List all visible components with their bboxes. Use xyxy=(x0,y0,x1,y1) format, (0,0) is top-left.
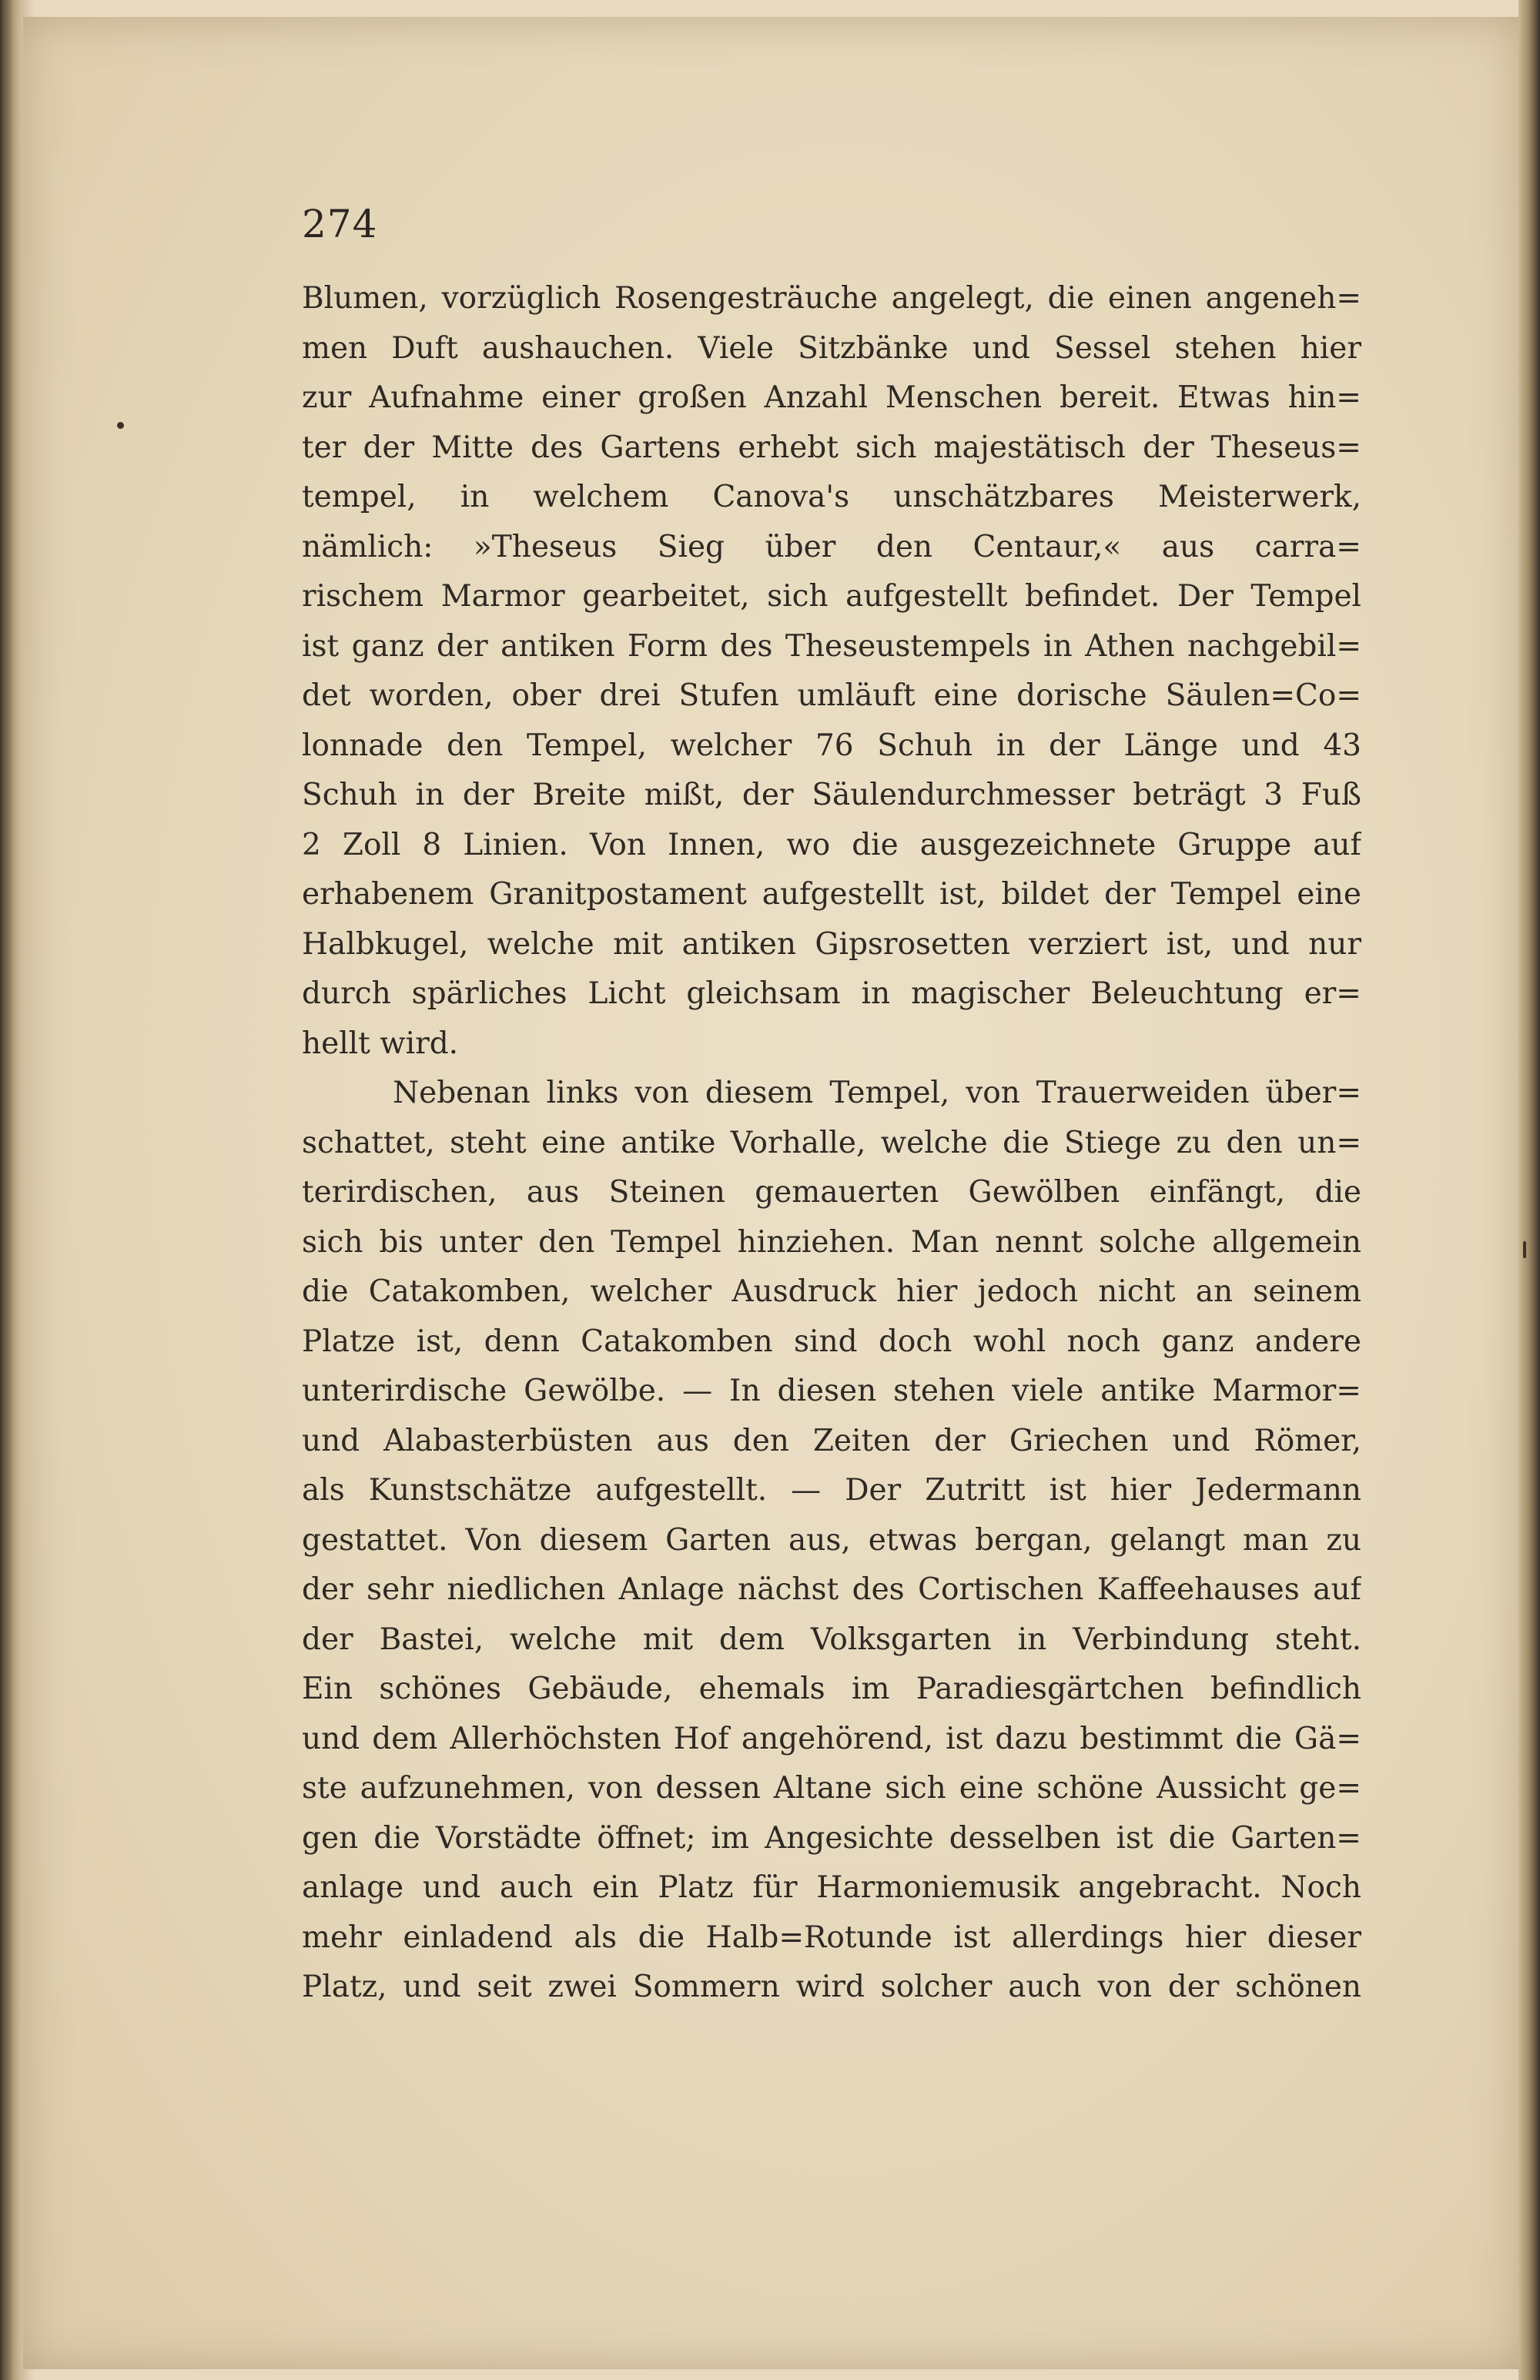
text-line: der sehr niedlichen Anlage nächst des Cortischen Kaffeehauses auf xyxy=(302,1572,1361,1607)
text-line: und dem Allerhöchsten Hof angehörend, ist dazu bestimmt die Gä= xyxy=(302,1721,1361,1756)
page-edge xyxy=(1518,0,1540,2380)
text-line: Nebenan links von diesem Tempel, von Trauerweiden über= xyxy=(393,1076,1361,1110)
text-line: gen die Vorstädte öffnet; im Angesichte desselben ist die Garten= xyxy=(302,1820,1361,1856)
text-line: ter der Mitte des Gartens erhebt sich majestätisch der Theseus= xyxy=(302,430,1361,465)
body-text xyxy=(302,274,1361,2013)
text-line: durch spärliches Licht gleichsam in magischer Beleuchtung er= xyxy=(302,976,1361,1011)
text-line: nämlich: »Theseus Sieg über den Centaur,« aus carra= xyxy=(302,529,1361,564)
text-line: rischem Marmor gearbeitet, sich aufgestellt befindet. Der Tempel xyxy=(302,579,1361,614)
text-line: Platze ist, denn Catakomben sind doch wohl noch ganz andere xyxy=(302,1324,1361,1359)
text-line: erhabenem Granitpostament aufgestellt ist, bildet der Tempel eine xyxy=(302,877,1361,912)
text-line: hellt wird. xyxy=(302,1026,459,1061)
text-line: Ein schönes Gebäude, ehemals im Paradiesgärtchen befindlich xyxy=(302,1672,1361,1706)
text-line: terirdischen, aus Steinen gemauerten Gewölben einfängt, die xyxy=(302,1175,1361,1210)
text-line: die Catakomben, welcher Ausdruck hier jedoch nicht an seinem xyxy=(302,1274,1361,1309)
text-line: sich bis unter den Tempel hinziehen. Man nennt solche allgemein xyxy=(302,1224,1361,1260)
text-line: mehr einladend als die Halb=Rotunde ist allerdings hier dieser xyxy=(302,1920,1361,1955)
text-line: zur Aufnahme einer großen Anzahl Menschen bereit. Etwas hin= xyxy=(302,380,1361,415)
page-number: 274 xyxy=(302,202,378,246)
text-line: det worden, ober drei Stufen umläuft eine dorische Säulen=Co= xyxy=(302,678,1361,713)
text-line: Platz, und seit zwei Sommern wird solcher auch von der schönen xyxy=(302,1970,1361,2004)
text-line: unterirdische Gewölbe. — In diesen stehen viele antike Marmor= xyxy=(302,1374,1361,1408)
text-line: schattet, steht eine antike Vorhalle, welche die Stiege zu den un= xyxy=(302,1125,1361,1160)
text-line: anlage und auch ein Platz für Harmoniemusik angebracht. Noch xyxy=(302,1870,1361,1905)
text-line: ste aufzunehmen, von dessen Altane sich eine schöne Aussicht ge= xyxy=(302,1771,1361,1806)
text-line: Schuh in der Breite mißt, der Säulendurchmesser beträgt 3 Fuß xyxy=(302,778,1361,812)
text-line: der Bastei, welche mit dem Volksgarten in Verbindung steht. xyxy=(302,1622,1361,1657)
text-line: lonnade den Tempel, welcher 76 Schuh in der Länge und 43 xyxy=(302,728,1361,763)
text-line: 2 Zoll 8 Linien. Von Innen, wo die ausgezeichnete Gruppe auf xyxy=(302,827,1361,862)
text-line: Halbkugel, welche mit antiken Gipsrosetten verziert ist, und nur xyxy=(302,926,1361,962)
text-line: men Duft aushauchen. Viele Sitzbänke und Sessel stehen hier xyxy=(302,330,1361,366)
text-line: gestattet. Von diesem Garten aus, etwas bergan, gelangt man zu xyxy=(302,1522,1361,1558)
paper-speck xyxy=(117,422,124,429)
text-line: Blumen, vorzüglich Rosengesträuche angelegt, die einen angeneh= xyxy=(302,281,1361,316)
text-line: ist ganz der antiken Form des Theseustempels in Athen nachgebil= xyxy=(302,628,1361,664)
text-line: und Alabasterbüsten aus den Zeiten der Griechen und Römer, xyxy=(302,1423,1361,1458)
text-line: tempel, in welchem Canova's unschätzbares Meisterwerk, xyxy=(302,480,1361,514)
paper-speck xyxy=(1523,1241,1526,1258)
text-line: als Kunstschätze aufgestellt. — Der Zutritt ist hier Jedermann xyxy=(302,1473,1361,1508)
